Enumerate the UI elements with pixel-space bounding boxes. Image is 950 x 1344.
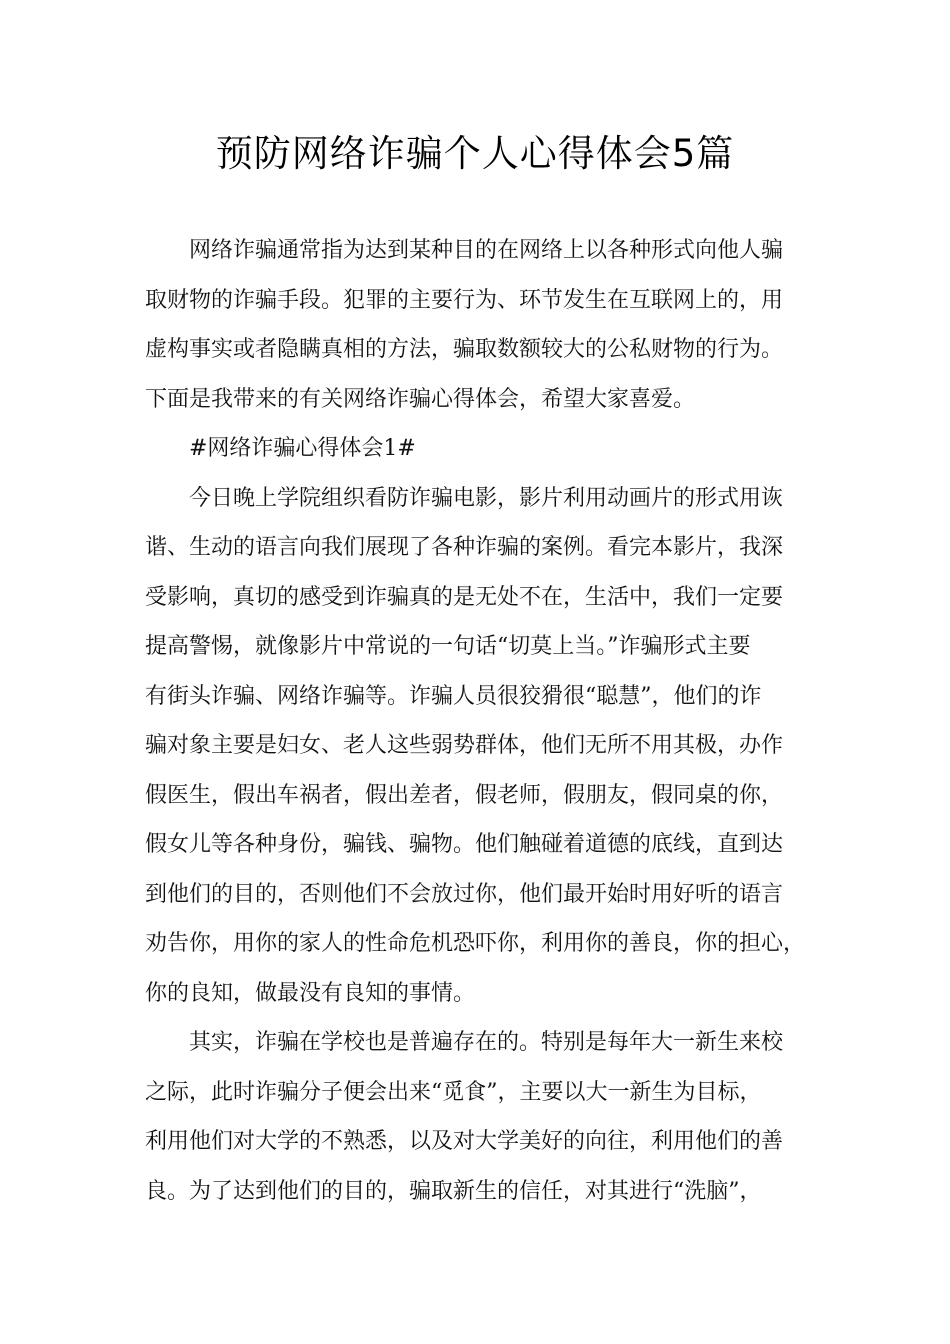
- page-title: 预防网络诈骗个人心得体会5篇: [215, 132, 735, 175]
- text-line: 劝告你，用你的家人的性命危机恐吓你，利用你的善良，你的担心，: [145, 931, 806, 956]
- text-line: 提高警惕，就像影片中常说的一句话“切莫上当。”诈骗形式主要: [145, 634, 751, 659]
- text-line: 今日晚上学院组织看防诈骗电影，影片利用动画片的形式用诙: [189, 485, 784, 511]
- text-line: 有街头诈骗、网络诈骗等。诈骗人员很狡猾很“聪慧”，他们的诈: [145, 683, 762, 709]
- section-heading: #网络诈骗心得体会1#: [189, 436, 416, 461]
- text-line: 假医生，假出车祸者，假出差者，假老师，假朋友，假同桌的你，: [145, 782, 784, 808]
- text-line: 虚构事实或者隐瞒真相的方法，骗取数额较大的公私财物的行为。: [145, 337, 784, 362]
- text-line: 其实，诈骗在学校也是普遍存在的。特别是每年大一新生来校: [189, 1030, 784, 1055]
- text-line: 你的良知，做最没有良知的事情。: [145, 980, 476, 1006]
- text-line: 之际，此时诈骗分子便会出来“觅食”，主要以大一新生为目标，: [145, 1079, 762, 1105]
- text-line: 网络诈骗通常指为达到某种目的在网络上以各种形式向他人骗: [189, 238, 784, 263]
- text-line: 受影响，真切的感受到诈骗真的是无处不在，生活中，我们一定要: [145, 584, 784, 610]
- text-line: 利用他们对大学的不熟悉，以及对大学美好的向往，利用他们的善: [145, 1129, 784, 1154]
- text-line: 下面是我带来的有关网络诈骗心得体会，希望大家喜爱。: [145, 386, 696, 412]
- text-line: 谐、生动的语言向我们展现了各种诈骗的案例。看完本影片，我深: [145, 535, 784, 560]
- text-line: 取财物的诈骗手段。犯罪的主要行为、环节发生在互联网上的，用: [145, 287, 784, 313]
- text-line: 到他们的目的，否则他们不会放过你，他们最开始时用好听的语言: [145, 881, 784, 907]
- text-line: 骗对象主要是妇女、老人这些弱势群体，他们无所不用其极，办作: [145, 733, 784, 758]
- document-body: [145, 226, 810, 1216]
- text-line: 良。为了达到他们的目的，骗取新生的信任，对其进行“洗脑”，: [145, 1178, 762, 1204]
- text-line: 假女儿等各种身份，骗钱、骗物。他们触碰着道德的底线，直到达: [145, 832, 784, 857]
